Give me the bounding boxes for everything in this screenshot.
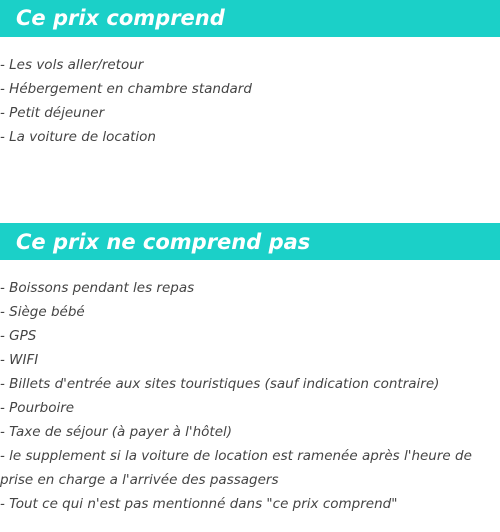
list-item: - GPS: [0, 328, 37, 344]
list-item: - Billets d'entrée aux sites touristiques (sauf indication contraire): [0, 376, 440, 392]
includes-list: [0, 53, 500, 149]
list-item: - WIFI: [0, 352, 39, 368]
list-item: - Les vols aller/retour: [0, 57, 144, 73]
list-item: - Petit déjeuner: [0, 105, 105, 121]
list-item: - Boissons pendant les repas: [0, 280, 195, 296]
list-item: - La voiture de location: [0, 129, 156, 145]
list-item: - Pourboire: [0, 400, 75, 416]
list-item: - Tout ce qui n'est pas mentionné dans "ce prix comprend": [0, 496, 398, 512]
includes-section-title: Ce prix comprend: [0, 0, 500, 37]
list-item: - Hébergement en chambre standard: [0, 81, 252, 97]
list-item: - Taxe de séjour (à payer à l'hôtel): [0, 424, 233, 440]
excludes-section-title: Ce prix ne comprend pas: [0, 223, 500, 260]
list-item: - le supplement si la voiture de location est ramenée après l'heure de prise en charge a l'arrivée des passagers: [0, 448, 472, 488]
excludes-list: [0, 276, 500, 516]
list-item: - Siège bébé: [0, 304, 85, 320]
